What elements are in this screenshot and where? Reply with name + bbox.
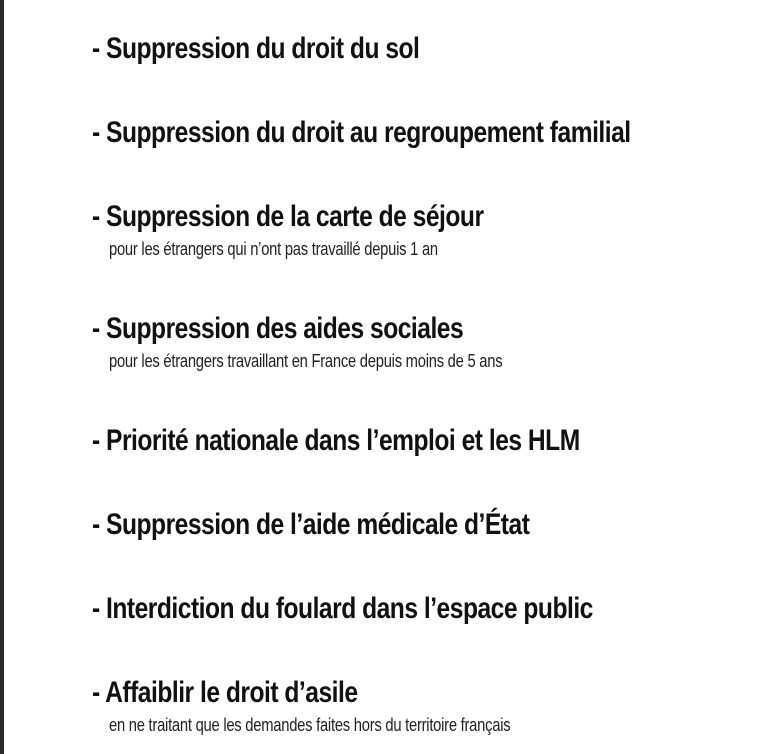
item-title: - Suppression de la carte de séjour [92,200,484,233]
list-item-droit-du-sol [92,32,491,66]
list-item-regroupement-familial [92,116,749,150]
item-title: - Suppression du droit du sol [92,32,420,65]
item-subtitle: en ne traitant que les demandes faites hors du territoire français [109,715,511,735]
list-item-carte-de-sejour [92,200,570,260]
item-subtitle: pour les étrangers qui n’ont pas travaillé depuis 1 an [109,239,438,259]
list-item-aide-medicale [92,508,625,542]
item-title: - Priorité nationale dans l’emploi et les HLM [92,424,580,457]
item-title: - Interdiction du foulard dans l’espace public [92,592,593,625]
item-title: - Suppression des aides sociales [92,312,464,345]
list-item-droit-asile [92,676,598,736]
item-title: - Suppression de l’aide médicale d’État [92,508,530,541]
list-item-priorite-nationale [92,424,687,458]
item-subtitle: pour les étrangers travaillant en France depuis moins de 5 ans [109,351,503,371]
item-title: - Affaiblir le droit d’asile [92,676,358,709]
list-item-aides-sociales [92,312,589,372]
list-item-foulard [92,592,703,626]
left-border [0,0,4,754]
item-title: - Suppression du droit au regroupement familial [92,116,631,149]
